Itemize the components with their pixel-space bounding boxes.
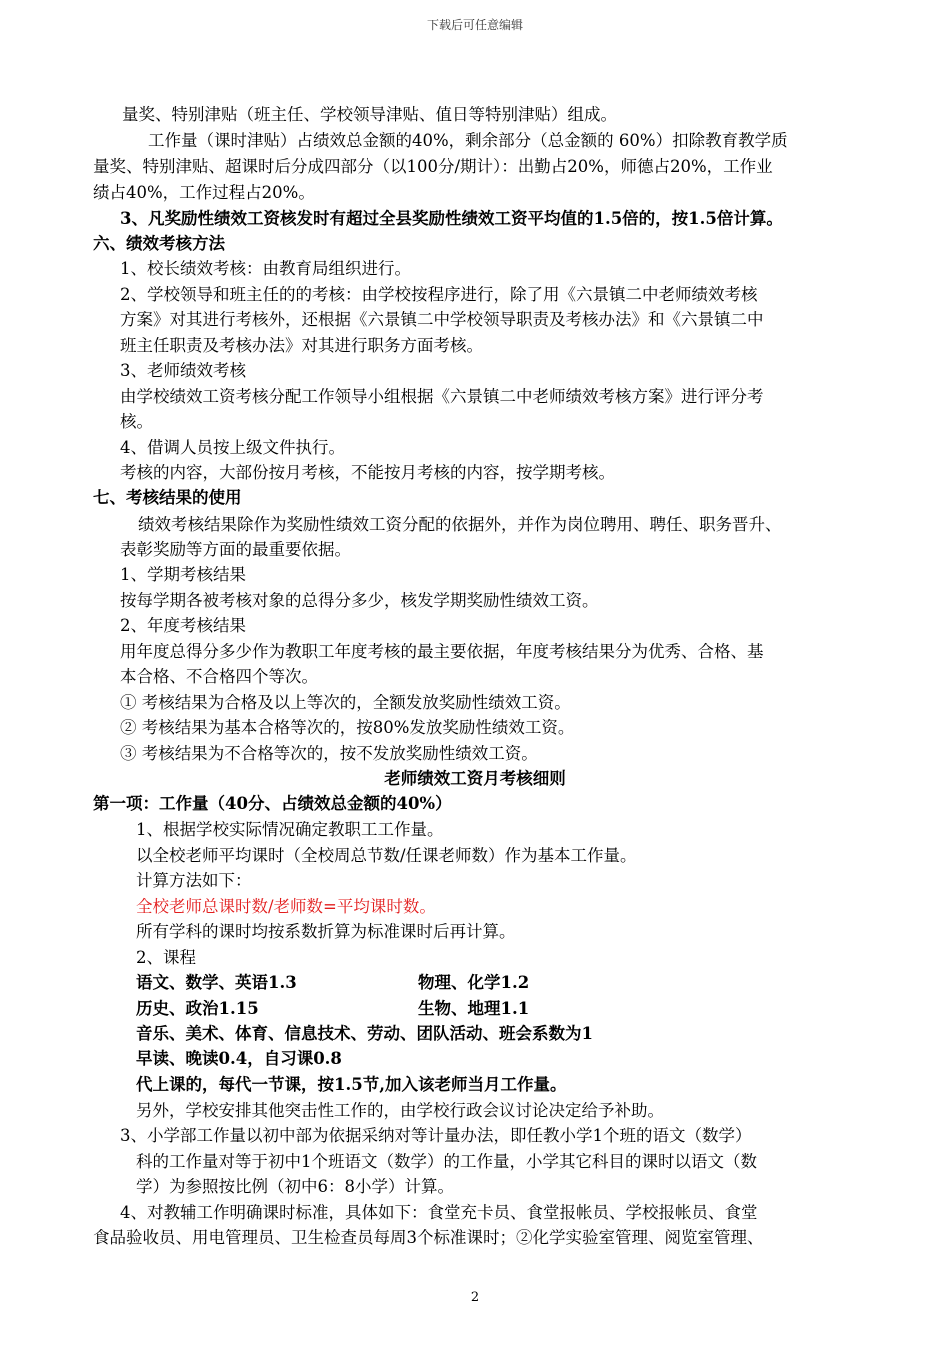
text-line: 绩效考核结果除作为奖励性绩效工资分配的依据外，并作为岗位聘用、聘任、职务晋升、 xyxy=(138,515,782,534)
page-header: 下载后可任意编辑 xyxy=(426,18,523,32)
text-line: 以全校老师平均课时（全校周总节数/任课老师数）作为基本工作量。 xyxy=(136,846,637,865)
course-coefficient: 生物、地理1.1 xyxy=(418,999,530,1018)
section-heading: 七、考核结果的使用 xyxy=(93,488,242,507)
section-heading: 第一项：工作量（40分、占绩效总金额的40%） xyxy=(93,794,452,813)
text-line: 量奖、特别津贴、超课时后分成四部分（以100分/期计）：出勤占20%，师德占20%，工作业 xyxy=(93,157,773,176)
text-line: 科的工作量对等于初中1个班语文（数学）的工作量，小学其它科目的课时以语文（数 xyxy=(136,1152,757,1171)
text-line: 学）为参照按比例（初中6：8小学）计算。 xyxy=(136,1177,454,1196)
text-line: 3、老师绩效考核 xyxy=(120,361,246,380)
text-line: 按每学期各被考核对象的总得分多少，核发学期奖励性绩效工资。 xyxy=(120,591,599,610)
text-line: 食品验收员、用电管理员、卫生检查员每周3个标准课时；②化学实验室管理、阅览室管理、 xyxy=(93,1228,764,1247)
text-line: 3、凡奖励性绩效工资核发时有超过全县奖励性绩效工资平均值的1.5倍的，按1.5倍计算。 xyxy=(120,209,783,228)
formula-line: 全校老师总课时数/老师数=平均课时数。 xyxy=(136,897,436,916)
text-line: 考核的内容，大部份按月考核，不能按月考核的内容，按学期考核。 xyxy=(120,463,615,482)
text-line: 1、根据学校实际情况确定教职工工作量。 xyxy=(136,820,444,839)
course-coefficient: 历史、政治1.15 xyxy=(136,999,259,1018)
text-line: 方案》对其进行考核外，还根据《六景镇二中学校领导职责及考核办法》和《六景镇二中 xyxy=(120,310,764,329)
text-line: 所有学科的课时均按系数折算为标准课时后再计算。 xyxy=(136,922,516,941)
text-line: 绩占40%，工作过程占20%。 xyxy=(93,183,315,202)
course-coefficient: 早读、晚读0.4，自习课0.8 xyxy=(136,1049,342,1068)
text-line: 2、课程 xyxy=(136,948,196,967)
text-line: 本合格、不合格四个等次。 xyxy=(120,667,318,686)
text-line: 计算方法如下： xyxy=(136,871,252,890)
text-line: ③ 考核结果为不合格等次的，按不发放奖励性绩效工资。 xyxy=(120,744,538,763)
text-line: 代上课的，每代一节课，按1.5节,加入该老师当月工作量。 xyxy=(136,1075,567,1094)
text-line: 1、校长绩效考核：由教育局组织进行。 xyxy=(120,259,411,278)
text-line: 量奖、特别津贴（班主任、学校领导津贴、值日等特别津贴）组成。 xyxy=(122,105,617,124)
text-line: 另外，学校安排其他突击性工作的，由学校行政会议讨论决定给予补助。 xyxy=(136,1101,664,1120)
text-line: 由学校绩效工资考核分配工作领导小组根据《六景镇二中老师绩效考核方案》进行评分考 xyxy=(120,387,764,406)
text-line: 1、学期考核结果 xyxy=(120,565,246,584)
text-line: 班主任职责及考核办法》对其进行职务方面考核。 xyxy=(120,336,483,355)
text-line: 4、对教辅工作明确课时标准，具体如下：食堂充卡员、食堂报帐员、学校报帐员、食堂 xyxy=(120,1203,758,1222)
text-line: 工作量（课时津贴）占绩效总金额的40%，剩余部分（总金额的 60%）扣除教育教学质 xyxy=(148,131,788,150)
course-coefficient: 语文、数学、英语1.3 xyxy=(136,973,297,992)
course-coefficient: 音乐、美术、体育、信息技术、劳动、团队活动、班会系数为1 xyxy=(136,1024,593,1043)
text-line: ① 考核结果为合格及以上等次的，全额发放奖励性绩效工资。 xyxy=(120,693,571,712)
text-line: 4、借调人员按上级文件执行。 xyxy=(120,438,345,457)
page-number: 2 xyxy=(470,1290,480,1305)
text-line: 核。 xyxy=(120,412,153,431)
text-line: 3、小学部工作量以初中部为依据采纳对等计量办法，即任教小学1个班的语文（数学） xyxy=(120,1126,752,1145)
text-line: 用年度总得分多少作为教职工年度考核的最主要依据，年度考核结果分为优秀、合格、基 xyxy=(120,642,764,661)
text-line: 2、学校领导和班主任的的考核：由学校按程序进行，除了用《六景镇二中老师绩效考核 xyxy=(120,285,758,304)
text-line: 表彰奖励等方面的最重要依据。 xyxy=(120,540,351,559)
text-line: ② 考核结果为基本合格等次的，按80%发放奖励性绩效工资。 xyxy=(120,718,575,737)
document-title: 老师绩效工资月考核细则 xyxy=(384,769,566,788)
course-coefficient: 物理、化学1.2 xyxy=(418,973,530,992)
section-heading: 六、绩效考核方法 xyxy=(93,234,225,253)
text-line: 2、年度考核结果 xyxy=(120,616,246,635)
